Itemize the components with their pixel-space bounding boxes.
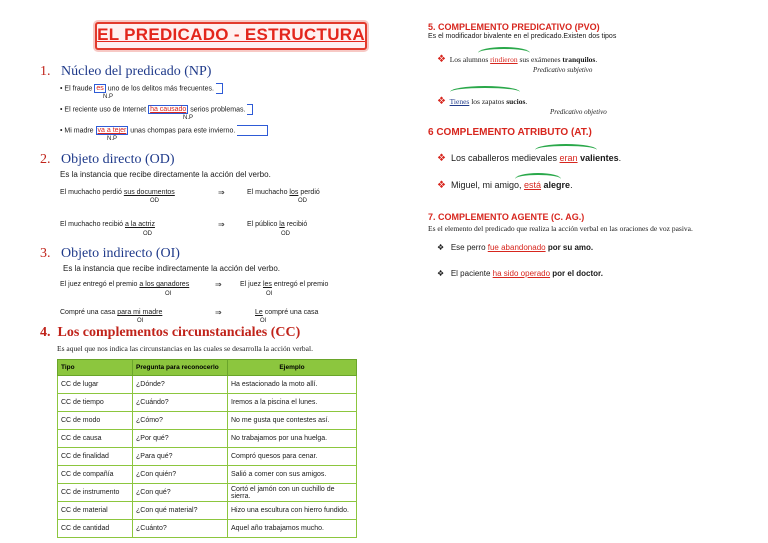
section-cc-number: 4. [40,325,51,340]
arrow-right-icon: ⇒ [215,280,222,289]
oi-r1-left-obj: a los ganadores [139,281,190,288]
section-od-heading [40,152,175,168]
cc-cell-ejemplo: Iremos a la piscina el lunes. [228,394,357,412]
cc-cell-tipo: CC de modo [58,412,133,430]
cc-cell-ejemplo: Ha estacionado la moto allí. [228,376,357,394]
section-at-heading: 6 COMPLEMENTO ATRIBUTO (AT.) [428,127,592,138]
ag-ex2-agent: por el doctor. [550,269,603,278]
table-row [58,394,357,412]
ag-ex2-verb: ha sido operado [492,269,551,278]
pvo-ex1-mid: sus exámenes [517,55,563,64]
oi-r1-right-pron: les [262,281,272,288]
table-row [58,502,357,520]
cc-cell-pregunta: ¿Con qué? [133,484,228,502]
at-ex2-verb: está [524,180,542,190]
od-r1-left-obj: sus documentos [123,189,175,196]
np-ex2-verb: ha causado [150,106,187,114]
cc-cell-pregunta: ¿Con quién? [133,466,228,484]
od-row-1-left [60,189,175,196]
np-example-2 [60,104,253,115]
cc-cell-pregunta: ¿Por qué? [133,430,228,448]
at-ex1-pre: Los caballeros medievales [450,153,560,163]
table-row [58,466,357,484]
np-example-1 [60,83,223,94]
pvo-ex1-label: Predicativo subjetivo [533,66,593,74]
oi-r2-right-pron: Le [255,309,263,316]
diamond-bullet-icon: ❖ [437,243,445,252]
od-r2-right-pre: El público [247,221,280,228]
cc-cell-pregunta: ¿Dónde? [133,376,228,394]
np-ex1-pre: El fraude [64,85,95,93]
bullet-dot-icon: • [60,106,63,114]
np-ex3-post: unas chompas para este invierno. [128,127,236,135]
np-ex3-verb: va a tejer [97,127,127,135]
od-row-1-right [247,189,320,196]
section-oi-heading [40,246,180,262]
cc-cell-ejemplo: Compró quesos para cenar. [228,448,357,466]
at-example-2 [437,180,573,191]
oi-r2-tag-left: OI [137,318,144,324]
od-r1-right-post: perdió [298,189,320,196]
diamond-bullet-icon: ❖ [437,54,446,65]
oi-r2-right-post: compré una casa [262,309,319,316]
at-ex2-pre: Miguel, mi amigo, [450,180,525,190]
oi-r2-left-pre: Compré una casa [60,309,118,316]
diamond-bullet-icon: ❖ [437,180,446,191]
ag-ex1-pre: Ese perro [450,243,488,252]
table-row [58,376,357,394]
section-ag-heading [428,212,584,222]
arrow-right-icon: ⇒ [218,188,225,197]
od-r1-tag-right: OD [298,198,307,204]
at-ex1-end: . [618,153,622,163]
cc-cell-ejemplo: No me gusta que contestes así. [228,412,357,430]
diamond-bullet-icon: ❖ [437,96,446,107]
pvo-ex2-verb: Tienes [449,97,470,106]
ag-example-2 [437,269,603,278]
od-r2-tag-left: OD [143,231,152,237]
cc-table [57,359,357,538]
np-ex1-verb: es [96,85,104,93]
pvo-ex2-label: Predicativo objetivo [550,108,607,116]
cc-cell-pregunta: ¿Cuándo? [133,394,228,412]
cc-cell-tipo: CC de instrumento [58,484,133,502]
np-ex1-post: uno de los delitos más frecuentes. [105,85,214,93]
oi-r2-left-obj: para mi madre [117,309,163,316]
pvo-ex2-end: . [525,97,528,106]
title-banner [95,22,367,50]
cc-cell-pregunta: ¿Con qué material? [133,502,228,520]
section-ag-title: COMPLEMENTO AGENTE (C. AG.) [438,212,585,222]
oi-r1-right-pre: El juez [240,281,263,288]
od-row-2-left [60,221,155,228]
table-row [58,448,357,466]
cc-cell-ejemplo: Cortó el jamón con un cuchillo de sierra. [228,484,357,502]
oi-row-2-left [60,309,162,316]
cc-cell-ejemplo: Salió a comer con sus amigos. [228,466,357,484]
at-ex2-attr: alegre [543,180,571,190]
np-ex2-tag: N.P [183,115,194,121]
np-example-3 [60,125,268,136]
section-cc-title: Los complementos circunstanciales (CC) [57,325,301,340]
ag-ex1-verb: fue abandonado [487,243,546,252]
cc-cell-tipo: CC de cantidad [58,520,133,538]
table-row [58,520,357,538]
cc-col-ejemplo: Ejemplo [228,360,357,376]
pvo-ex1-pred: tranquilos [562,55,596,64]
pvo-ex1-end: . [595,55,598,64]
od-r1-right-pre: El muchacho [247,189,290,196]
cc-definition: Es aquel que nos indica las circunstancias en las cuales se desarrolla la acción verbal. [57,344,313,353]
oi-r1-tag-right: OI [266,291,273,297]
section-od-number: 2. [40,152,51,167]
pvo-definition: Es el modificador bivalente en el predicado.Existen dos tipos [428,33,617,40]
cc-cell-pregunta: ¿Para qué? [133,448,228,466]
pvo-ex1-pre: Los alumnos [449,55,491,64]
section-oi-title: Objeto indirecto (OI) [61,246,180,261]
section-oi-number: 3. [40,246,51,261]
pvo-example-1 [437,54,597,65]
section-pvo-heading: 5. COMPLEMENTO PREDICATIVO (PVO) [428,22,600,32]
oi-row-2-right [255,309,318,316]
at-ex2-end: . [570,180,573,190]
cc-cell-ejemplo: Aquel año trabajamos mucho. [228,520,357,538]
cc-cell-tipo: CC de finalidad [58,448,133,466]
np-ex2-post: serios problemas. [188,106,246,114]
cc-cell-pregunta: ¿Cómo? [133,412,228,430]
cc-table-header [58,360,357,376]
oi-r1-left-pre: El juez entregó el premio [60,281,140,288]
ag-example-1 [437,243,593,252]
pvo-ex1-verb: rindieron [490,55,518,64]
cc-cell-ejemplo: No trabajamos por una huelga. [228,430,357,448]
np-ex3-tag: N.P [107,136,118,142]
pvo-ex2-pred: sucios [506,97,526,106]
arrow-right-icon: ⇒ [215,308,222,317]
oi-row-1-right [240,281,328,288]
cc-cell-tipo: CC de lugar [58,376,133,394]
od-row-2-right [247,221,307,228]
cc-cell-tipo: CC de material [58,502,133,520]
od-r2-right-post: recibió [284,221,308,228]
od-r2-left-obj: a la actriz [124,221,155,228]
arrow-right-icon: ⇒ [218,220,225,229]
oi-r2-tag-right: OI [260,318,267,324]
at-example-1 [437,153,621,164]
table-row [58,430,357,448]
cc-cell-tipo: CC de compañía [58,466,133,484]
section-od-title: Objeto directo (OD) [61,152,175,167]
od-r1-right-pron: los [289,189,299,196]
at-ex1-attr: valientes [580,153,619,163]
np-ex3-pre: Mi madre [64,127,96,135]
od-r1-left-pre: El muchacho perdió [60,189,124,196]
oi-definition: Es la instancia que recibe indirectamente la acción del verbo. [63,264,281,273]
cc-col-tipo: Tipo [58,360,133,376]
pvo-example-2 [437,96,527,107]
at-ex1-verb: eran [559,153,578,163]
od-r2-left-pre: El muchacho recibió [60,221,125,228]
ag-ex1-agent: por su amo. [545,243,594,252]
pvo-ex2-mid: los zapatos [469,97,507,106]
section-ag-number: 7. [428,212,436,222]
ag-definition: Es el elemento del predicado que realiza la acción verbal en las oraciones de voz pasiva. [428,224,693,233]
table-row [58,484,357,502]
cc-cell-pregunta: ¿Cuánto? [133,520,228,538]
table-row [58,412,357,430]
diamond-bullet-icon: ❖ [437,269,445,278]
oi-r1-right-post: entregó el premio [271,281,329,288]
section-np-title: Núcleo del predicado (NP) [61,64,212,79]
od-r1-tag-left: OD [150,198,159,204]
cc-cell-ejemplo: Hizo una escultura con hierro fundido. [228,502,357,520]
bullet-dot-icon: • [60,85,63,93]
od-definition: Es la instancia que recibe directamente la acción del verbo. [60,170,271,179]
diamond-bullet-icon: ❖ [437,153,446,164]
cc-cell-tipo: CC de tiempo [58,394,133,412]
bullet-dot-icon: • [60,127,63,135]
od-r2-tag-right: OD [281,231,290,237]
section-np-number: 1. [40,64,51,79]
np-ex2-pre: El reciente uso de Internet [64,106,149,114]
oi-row-1-left [60,281,189,288]
ag-ex2-pre: El paciente [450,269,493,278]
np-ex1-tag: N.P [103,94,114,100]
cc-cell-tipo: CC de causa [58,430,133,448]
cc-col-pregunta: Pregunta para reconocerlo [133,360,228,376]
od-r2-right-pron: la [279,221,285,228]
oi-r1-tag-left: OI [165,291,172,297]
section-cc-heading [40,325,300,341]
page-title: EL PREDICADO - ESTRUCTURA [97,25,365,44]
section-np-heading [40,64,211,80]
